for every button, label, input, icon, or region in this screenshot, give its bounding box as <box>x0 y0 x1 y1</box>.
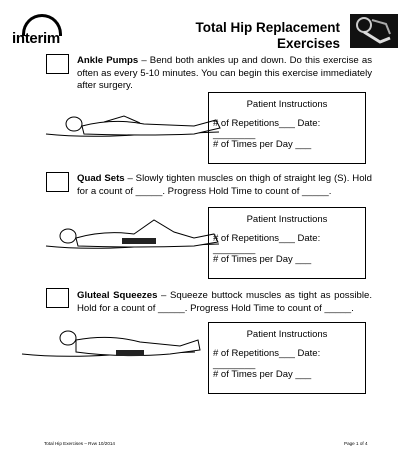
quad-sets-instructions <box>208 207 366 279</box>
exercise-name: Ankle Pumps <box>77 55 139 66</box>
repetitions-date-line[interactable]: # of Repetitions___ Date: ________ <box>213 233 321 255</box>
exercise-text: – Slowly tighten muscles on thigh of straight leg (S). Hold for a count of _____. Progress Hold Time to count of _____. <box>77 173 372 197</box>
quad-sets-checkbox[interactable] <box>46 172 69 192</box>
footer-page-number: Page 1 of 4 <box>344 441 368 446</box>
title-line-2: Exercises <box>276 36 340 51</box>
ankle-pumps-instructions <box>208 92 366 164</box>
exercise-name: Quad Sets <box>77 173 125 184</box>
ankle-pumps-description <box>77 55 372 93</box>
instructions-heading: Patient Instructions <box>246 99 328 110</box>
hip-implant-graphic <box>350 14 398 48</box>
exercise-text: – Squeeze buttock muscles as tight as possible. Hold for a count of _____. Progress Hold Time to count of _____. <box>77 290 372 314</box>
gluteal-squeezes-instructions <box>208 322 366 394</box>
exercise-text: – Bend both ankles up and down. Do this exercise as often as every 5-10 minutes. You can begin this exercise immediately after surgery. <box>77 55 372 91</box>
repetitions-date-line[interactable]: # of Repetitions___ Date: ________ <box>213 118 321 140</box>
title-line-1: Total Hip Replacement <box>195 20 340 35</box>
logo-text: interim <box>12 30 60 47</box>
instructions-heading: Patient Instructions <box>246 214 328 225</box>
instructions-heading: Patient Instructions <box>246 329 328 340</box>
repetitions-date-line[interactable]: # of Repetitions___ Date: ________ <box>213 348 321 370</box>
gluteal-squeezes-description <box>77 290 372 315</box>
footer-left: Total Hip Exercises – Rvw 10/2014 <box>44 441 115 446</box>
gluteal-squeezes-checkbox[interactable] <box>46 288 69 308</box>
interim-logo <box>12 14 74 48</box>
times-per-day-line[interactable]: # of Times per Day ___ <box>213 139 312 150</box>
gluteal-squeezes-illustration <box>20 324 202 364</box>
quad-sets-description <box>77 173 372 198</box>
times-per-day-line[interactable]: # of Times per Day ___ <box>213 369 312 380</box>
page-title <box>140 20 340 52</box>
quad-sets-illustration <box>44 212 226 252</box>
times-per-day-line[interactable]: # of Times per Day ___ <box>213 254 312 265</box>
ankle-pumps-illustration <box>44 104 226 144</box>
exercise-name: Gluteal Squeezes <box>77 290 158 301</box>
ankle-pumps-checkbox[interactable] <box>46 54 69 74</box>
